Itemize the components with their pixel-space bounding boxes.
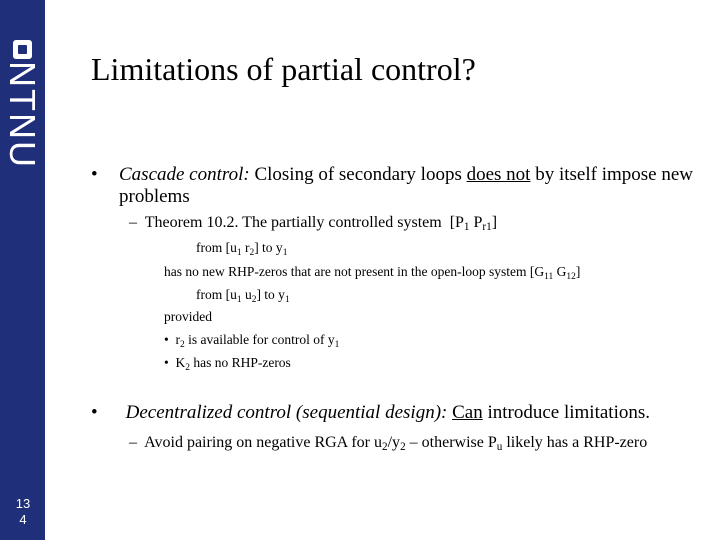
logo-text: NTNU	[2, 61, 43, 169]
slide-title: Limitations of partial control?	[91, 51, 476, 87]
decentralized-lead: Decentralized control (sequential design):	[125, 402, 448, 423]
theorem-line: – Theorem 10.2. The partially controlled system [$P_1$ $P_{r1}$]	[129, 214, 498, 233]
condition-k2: • $K_2$ has no RHP-zeros	[164, 355, 291, 373]
can-emph: Can	[452, 402, 483, 423]
condition-r2: • $r_2$ is available for control of $y_1$	[164, 332, 340, 350]
rhp-zeros-line: has no new RHP-zeros that are not present in the open-loop system [$G_{11}$ $G_{12}$]	[164, 264, 581, 282]
page-number-line2: 4	[19, 512, 27, 527]
logo-icon	[13, 40, 32, 59]
page-number	[12, 496, 34, 528]
provided-label: provided	[164, 309, 212, 324]
page-number-line1: 13	[15, 496, 31, 511]
rga-pairing-line: – Avoid pairing on negative RGA for $u_2/y_2$ – otherwise $P_u$ likely has a RHP-zero	[129, 434, 648, 453]
bullet-dot: •	[91, 164, 98, 185]
from-line-2: from [$u_1$ $u_2$] to $y_1$	[196, 287, 290, 305]
bullet-cascade-text: Cascade control: Closing of secondary loops does not by itself impose new problems	[119, 164, 693, 207]
bullet-decentralized: • Decentralized control (sequential design): Can introduce limitations.	[91, 402, 650, 423]
theorem-label: Theorem 10.2. The partially controlled system	[144, 214, 442, 231]
cascade-lead: Cascade control:	[119, 164, 250, 185]
bullet-dot: •	[91, 402, 98, 423]
does-not-emph: does not	[466, 164, 531, 185]
from-line-1: from [$u_1$ $r_2$] to $y_1$	[196, 240, 288, 258]
sidebar	[0, 0, 45, 540]
